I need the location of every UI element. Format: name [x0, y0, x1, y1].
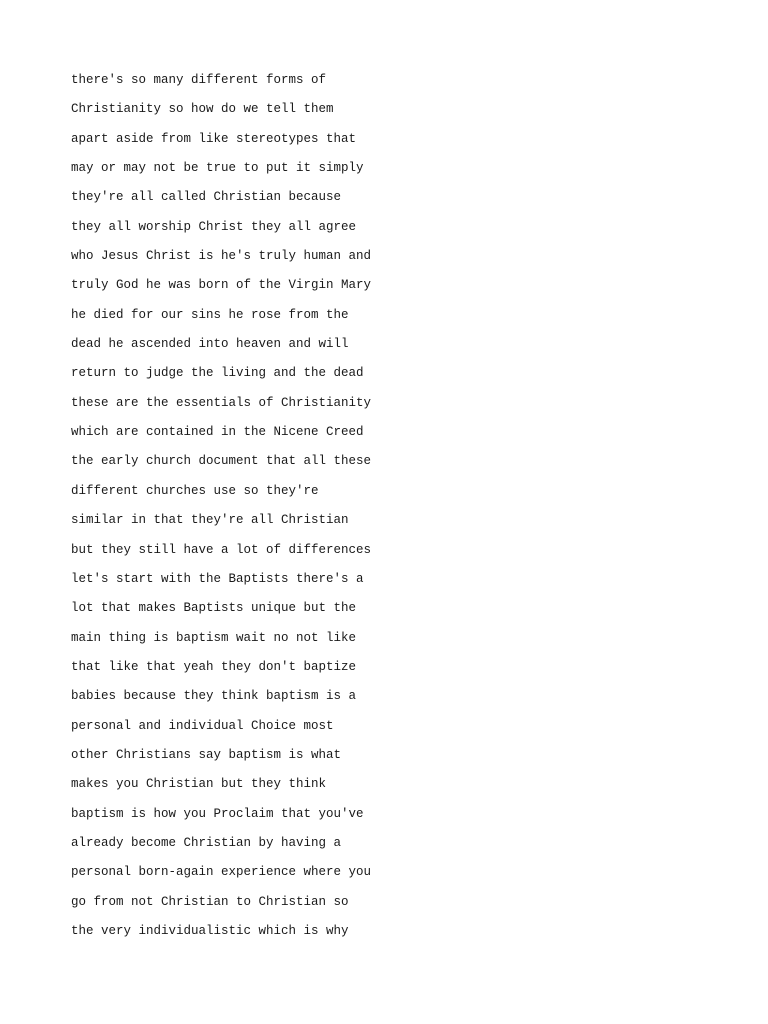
- text-line: they all worship Christ they all agree: [71, 219, 357, 234]
- text-line: personal born-again experience where you: [71, 865, 372, 880]
- text-line: return to judge the living and the dead: [71, 366, 364, 381]
- text-line: he died for our sins he rose from the: [71, 307, 349, 322]
- text-line: babies because they think baptism is a: [71, 689, 357, 704]
- text-line: Christianity so how do we tell them: [71, 102, 334, 117]
- text-line: truly God he was born of the Virgin Mary: [71, 278, 372, 293]
- text-line: makes you Christian but they think: [71, 777, 327, 792]
- text-line: already become Christian by having a: [71, 835, 342, 850]
- text-line: that like that yeah they don't baptize: [71, 659, 357, 674]
- text-line: similar in that they're all Christian: [71, 513, 349, 528]
- text-line: go from not Christian to Christian so: [71, 894, 349, 909]
- text-line: baptism is how you Proclaim that you've: [71, 806, 364, 821]
- text-line: other Christians say baptism is what: [71, 747, 342, 762]
- text-line: which are contained in the Nicene Creed: [71, 425, 364, 440]
- text-line: the early church document that all these: [71, 454, 372, 469]
- text-line: let's start with the Baptists there's a: [71, 571, 364, 586]
- text-line: personal and individual Choice most: [71, 718, 334, 733]
- text-line: but they still have a lot of differences: [71, 542, 372, 557]
- text-line: these are the essentials of Christianity: [71, 395, 372, 410]
- text-line: main thing is baptism wait no not like: [71, 630, 357, 645]
- text-line: they're all called Christian because: [71, 190, 342, 205]
- text-line: apart aside from like stereotypes that: [71, 131, 357, 146]
- text-line: the very individualistic which is why: [71, 923, 349, 938]
- transcript-text: [71, 70, 711, 950]
- text-line: different churches use so they're: [71, 483, 319, 498]
- text-line: may or may not be true to put it simply: [71, 161, 364, 176]
- text-line: there's so many different forms of: [71, 73, 327, 87]
- text-line: dead he ascended into heaven and will: [71, 337, 349, 352]
- text-line: lot that makes Baptists unique but the: [71, 601, 357, 616]
- text-line: who Jesus Christ is he's truly human and: [71, 249, 372, 264]
